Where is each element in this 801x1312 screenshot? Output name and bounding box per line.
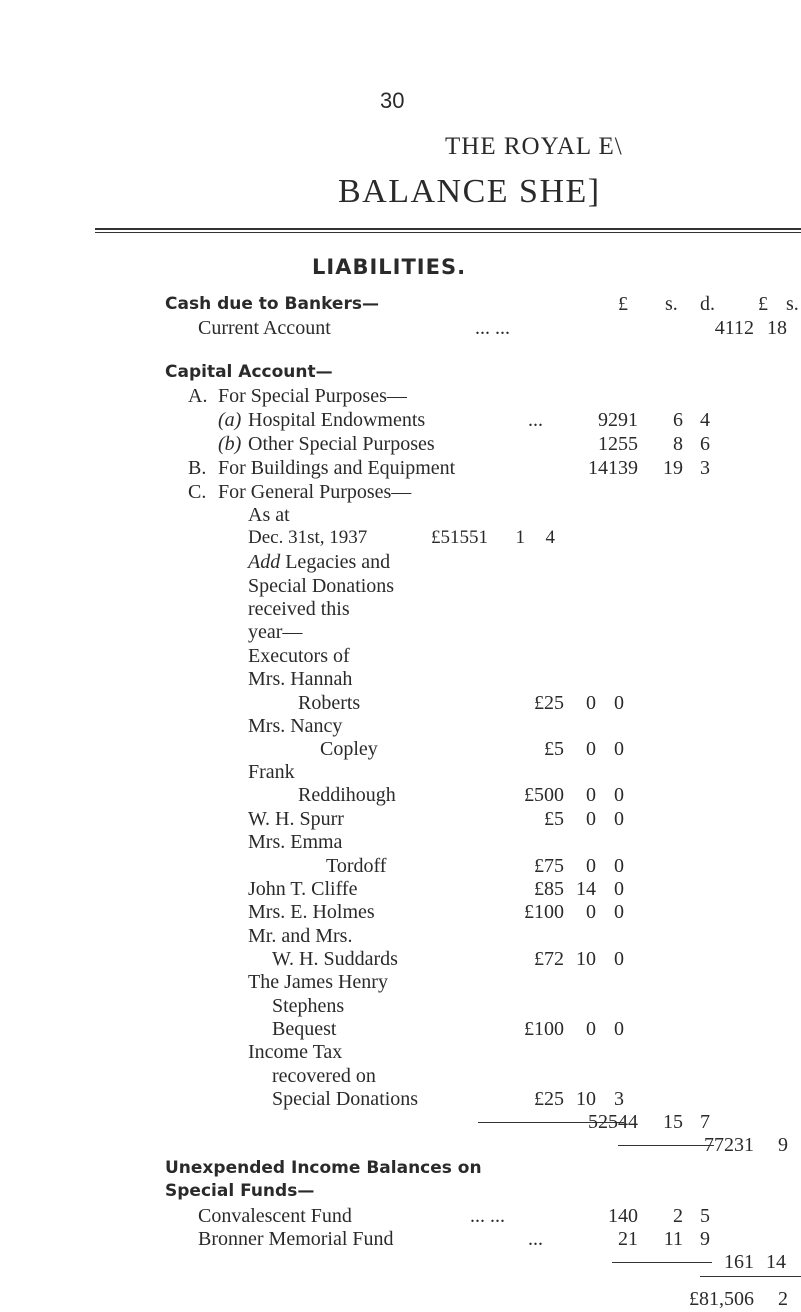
unexpended-total-rule: [612, 1262, 712, 1263]
convalescent-fund-dots: ... ...: [470, 1205, 505, 1227]
header-rule-bottom: [95, 232, 801, 233]
legacy-holmes-pounds: £100: [524, 901, 564, 923]
legacy-income-tax-pence: 3: [614, 1088, 624, 1110]
capital-a1-prefix: (a): [218, 409, 242, 431]
capital-b-pounds: 14139: [588, 457, 638, 479]
legacy-stephens-pence: 0: [614, 1018, 624, 1040]
unexpended-heading-2: Special Funds—: [165, 1181, 315, 1201]
header-line-1: THE ROYAL E\: [445, 133, 623, 160]
capital-a2-prefix: (b): [218, 433, 242, 455]
legacy-roberts-shillings: 0: [586, 692, 596, 714]
capital-b-label: For Buildings and Equipment: [218, 457, 456, 479]
current-account-shillings: 18: [767, 317, 787, 339]
legacy-holmes-pence: 0: [614, 901, 624, 923]
capital-b-pence: 3: [700, 457, 710, 479]
unexpended-total-pounds: 161: [724, 1251, 754, 1273]
legacy-income-tax-shillings: 10: [576, 1088, 596, 1110]
legacy-spurr-shillings: 0: [586, 808, 596, 830]
capital-a1-label: Hospital Endowments: [248, 409, 426, 431]
capital-a2-label: Other Special Purposes: [248, 433, 435, 455]
legacy-copley-pre: Mrs. Nancy: [248, 715, 343, 737]
legacy-roberts-name: Roberts: [298, 692, 361, 714]
capital-a2-shillings: 8: [673, 433, 683, 455]
legacy-suddards-pounds: £72: [534, 948, 564, 970]
add-line-2: Special Donations: [248, 575, 395, 597]
add-legacies-line: [248, 551, 390, 574]
capital-c-date-shillings: 1: [515, 527, 525, 548]
legacy-copley-pounds: £5: [544, 738, 564, 760]
legacy-copley-pence: 0: [614, 738, 624, 760]
col-header-shillings-1: s.: [665, 293, 678, 315]
legacy-stephens-pounds: £100: [524, 1018, 564, 1040]
legacy-cliffe-pence: 0: [614, 878, 624, 900]
capital-b-letter: B.: [188, 457, 207, 479]
legacy-holmes-name: Mrs. E. Holmes: [248, 901, 375, 923]
capital-b-shillings: 19: [663, 457, 683, 479]
capital-total-rule: [618, 1145, 714, 1146]
add-word: Add: [248, 551, 281, 573]
cash-heading: Cash due to Bankers—: [165, 294, 379, 314]
capital-c-date: Dec. 31st, 1937: [248, 527, 368, 548]
grand-total-pounds: £81,506: [689, 1288, 754, 1310]
legacy-income-tax-pre: Income Tax: [248, 1041, 343, 1063]
bronner-fund-pence: 9: [700, 1228, 710, 1250]
capital-a1-pence: 4: [700, 409, 710, 431]
legacy-income-tax-pre2: recovered on: [272, 1065, 376, 1087]
page-number: 30: [380, 88, 405, 113]
legacy-suddards-shillings: 10: [576, 948, 596, 970]
header-rule-top: [95, 228, 801, 230]
convalescent-fund-shillings: 2: [673, 1205, 683, 1227]
add-line-3: received this: [248, 598, 350, 620]
capital-a2-pence: 6: [700, 433, 710, 455]
capital-a1-pounds: 9291: [598, 409, 638, 431]
current-account-label: Current Account: [198, 317, 331, 339]
legacy-cliffe-shillings: 14: [576, 878, 596, 900]
capital-a-label: For Special Purposes—: [218, 385, 407, 407]
capital-c-date-pence: 4: [545, 527, 555, 548]
convalescent-fund-pounds: 140: [608, 1205, 638, 1227]
col-header-pence-1: d.: [700, 293, 715, 315]
col-header-pounds-2: £: [758, 293, 768, 315]
capital-a1-dots: ...: [528, 409, 543, 431]
current-account-dots: ... ...: [475, 317, 510, 339]
convalescent-fund-pence: 5: [700, 1205, 710, 1227]
legacy-spurr-pence: 0: [614, 808, 624, 830]
legacy-income-tax-name: Special Donations: [272, 1088, 419, 1110]
add-rest: Legacies and: [285, 551, 391, 573]
legacy-tordoff-shillings: 0: [586, 855, 596, 877]
current-account-pounds: 4112: [714, 317, 754, 339]
col-header-shillings-2: s.: [786, 293, 799, 315]
legacy-reddihough-shillings: 0: [586, 784, 596, 806]
legacy-reddihough-pre: Frank: [248, 761, 295, 783]
capital-total-pounds: 77231: [704, 1134, 754, 1156]
legacy-roberts-pounds: £25: [534, 692, 564, 714]
legacy-holmes-shillings: 0: [586, 901, 596, 923]
legacy-copley-shillings: 0: [586, 738, 596, 760]
executors-line-2: Mrs. Hannah: [248, 668, 353, 690]
capital-c-as-at: As at: [248, 504, 290, 526]
legacy-tordoff-pence: 0: [614, 855, 624, 877]
add-line-4: year—: [248, 621, 303, 643]
capital-a1-shillings: 6: [673, 409, 683, 431]
legacy-income-tax-pounds: £25: [534, 1088, 564, 1110]
legacy-cliffe-name: John T. Cliffe: [248, 878, 358, 900]
legacy-reddihough-pounds: £500: [524, 784, 564, 806]
capital-c-label: For General Purposes—: [218, 481, 412, 503]
col-header-pounds-1: £: [618, 293, 628, 315]
legacy-spurr-pounds: £5: [544, 808, 564, 830]
capital-c-letter: C.: [188, 481, 207, 503]
bronner-fund-pounds: 21: [618, 1228, 638, 1250]
grand-total-rule: [700, 1276, 801, 1277]
legacy-stephens-shillings: 0: [586, 1018, 596, 1040]
legacy-copley-name: Copley: [320, 738, 378, 760]
bronner-fund-label: Bronner Memorial Fund: [198, 1228, 394, 1250]
legacy-tordoff-name: Tordoff: [326, 855, 387, 877]
capital-c-total-shillings: 15: [663, 1111, 683, 1133]
legacy-suddards-pre: Mr. and Mrs.: [248, 925, 353, 947]
executors-line-1: Executors of: [248, 645, 350, 667]
capital-a-letter: A.: [188, 385, 208, 407]
legacy-tordoff-pre: Mrs. Emma: [248, 831, 343, 853]
legacy-stephens-name: Bequest: [272, 1018, 337, 1040]
legacy-tordoff-pounds: £75: [534, 855, 564, 877]
capital-c-total-pence: 7: [700, 1111, 710, 1133]
grand-total-shillings: 2: [778, 1288, 788, 1310]
bronner-fund-shillings: 11: [663, 1228, 683, 1250]
section-title: LIABILITIES.: [312, 255, 467, 279]
legacy-suddards-name: W. H. Suddards: [272, 948, 398, 970]
capital-heading: Capital Account—: [165, 362, 333, 382]
legacy-stephens-pre2: Stephens: [272, 995, 345, 1017]
capital-c-total-pounds: 52544: [588, 1111, 638, 1133]
convalescent-fund-label: Convalescent Fund: [198, 1205, 352, 1227]
header-line-2: BALANCE SHE]: [338, 173, 601, 210]
capital-total-shillings: 9: [778, 1134, 788, 1156]
legacy-stephens-pre: The James Henry: [248, 971, 388, 993]
legacy-reddihough-name: Reddihough: [298, 784, 396, 806]
legacy-spurr-name: W. H. Spurr: [248, 808, 344, 830]
capital-c-date-pounds: £51551: [431, 527, 488, 548]
legacy-reddihough-pence: 0: [614, 784, 624, 806]
capital-a2-pounds: 1255: [598, 433, 638, 455]
legacy-cliffe-pounds: £85: [534, 878, 564, 900]
unexpended-heading-1: Unexpended Income Balances on: [165, 1158, 482, 1178]
bronner-fund-dots: ...: [528, 1228, 543, 1250]
legacy-suddards-pence: 0: [614, 948, 624, 970]
unexpended-total-shillings: 14: [766, 1251, 786, 1273]
legacy-roberts-pence: 0: [614, 692, 624, 714]
